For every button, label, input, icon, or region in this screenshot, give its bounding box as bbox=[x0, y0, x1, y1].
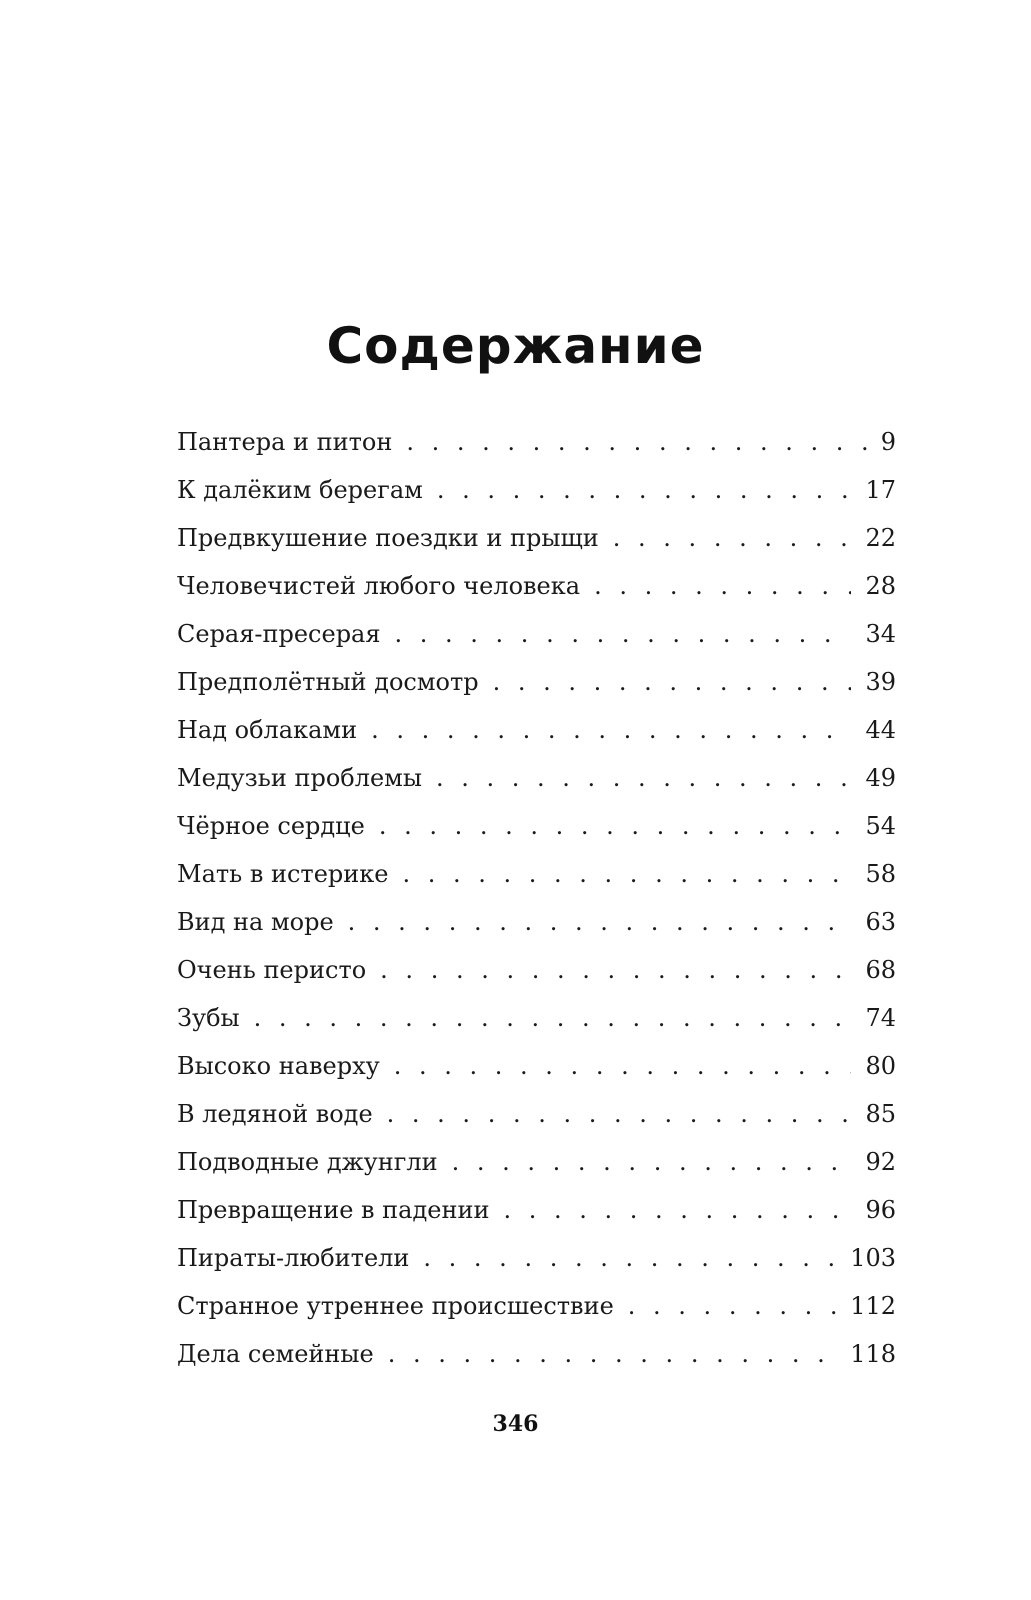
dot-leader bbox=[402, 850, 851, 898]
toc-entry-page-number: 92 bbox=[865, 1148, 896, 1176]
toc-entry-page-number: 63 bbox=[865, 908, 896, 936]
dot-leader bbox=[423, 1234, 836, 1282]
page-number: 346 bbox=[492, 1411, 539, 1437]
toc-entry bbox=[177, 562, 896, 610]
toc-entry-title: Медузьи проблемы bbox=[177, 764, 422, 792]
toc-entry-title: Вид на море bbox=[177, 908, 334, 936]
toc-entry bbox=[177, 1186, 896, 1234]
toc-entry bbox=[177, 514, 896, 562]
dot-leader bbox=[436, 754, 852, 802]
toc-entry bbox=[177, 1330, 896, 1378]
toc-entry-page-number: 34 bbox=[865, 620, 896, 648]
toc-entry bbox=[177, 1042, 896, 1090]
toc-entry bbox=[177, 1282, 896, 1330]
toc-entry-page-number: 17 bbox=[865, 476, 896, 504]
toc-entry-title: Над облаками bbox=[177, 716, 358, 744]
toc-entry-page-number: 112 bbox=[850, 1292, 896, 1320]
toc-entry-title: Пираты-любители bbox=[177, 1244, 410, 1272]
page-title: Содержание bbox=[326, 316, 705, 375]
toc-entry bbox=[177, 706, 896, 754]
toc-entry-title: Пантера и питон bbox=[177, 428, 393, 456]
toc-entry-title: Превращение в падении bbox=[177, 1196, 490, 1224]
dot-leader bbox=[394, 1042, 852, 1090]
toc-entry-page-number: 58 bbox=[865, 860, 896, 888]
dot-leader bbox=[437, 466, 852, 514]
toc-entry bbox=[177, 1090, 896, 1138]
toc-entry bbox=[177, 610, 896, 658]
toc-entry-page-number: 28 bbox=[865, 572, 896, 600]
toc-entry bbox=[177, 466, 896, 514]
toc-entry-page-number: 22 bbox=[865, 524, 896, 552]
toc-entry-title: Странное утреннее происшествие bbox=[177, 1292, 614, 1320]
toc-entry bbox=[177, 898, 896, 946]
toc-entry-page-number: 9 bbox=[880, 428, 896, 456]
toc-entry-page-number: 74 bbox=[865, 1004, 896, 1032]
toc-entry-page-number: 68 bbox=[865, 956, 896, 984]
table-of-contents bbox=[177, 418, 896, 1378]
toc-entry bbox=[177, 802, 896, 850]
dot-leader bbox=[387, 1090, 852, 1138]
toc-entry bbox=[177, 754, 896, 802]
toc-entry-title: Высоко наверху bbox=[177, 1052, 380, 1080]
toc-entry bbox=[177, 946, 896, 994]
toc-entry-page-number: 44 bbox=[865, 716, 896, 744]
toc-entry-title: Мать в истерике bbox=[177, 860, 389, 888]
dot-leader bbox=[613, 514, 852, 562]
toc-entry-title: Зубы bbox=[177, 1004, 240, 1032]
toc-entry-title: Предвкушение поездки и прыщи bbox=[177, 524, 599, 552]
dot-leader bbox=[380, 946, 851, 994]
dot-leader bbox=[452, 1138, 852, 1186]
toc-entry-page-number: 54 bbox=[865, 812, 896, 840]
dot-leader bbox=[493, 658, 852, 706]
toc-entry-title: Подводные джунгли bbox=[177, 1148, 438, 1176]
toc-entry-page-number: 103 bbox=[850, 1244, 896, 1272]
toc-entry-title: В ледяной воде bbox=[177, 1100, 373, 1128]
toc-entry bbox=[177, 418, 896, 466]
dot-leader bbox=[371, 706, 851, 754]
toc-entry bbox=[177, 994, 896, 1042]
toc-entry bbox=[177, 850, 896, 898]
dot-leader bbox=[254, 994, 852, 1042]
toc-entry-page-number: 49 bbox=[865, 764, 896, 792]
dot-leader bbox=[395, 610, 852, 658]
toc-entry-title: Чёрное сердце bbox=[177, 812, 365, 840]
toc-entry-title: Дела семейные bbox=[177, 1340, 374, 1368]
dot-leader bbox=[348, 898, 852, 946]
toc-entry-title: К далёким берегам bbox=[177, 476, 423, 504]
toc-entry-page-number: 96 bbox=[865, 1196, 896, 1224]
toc-entry bbox=[177, 1138, 896, 1186]
toc-entry-page-number: 118 bbox=[850, 1340, 896, 1368]
toc-entry-title: Предполётный досмотр bbox=[177, 668, 479, 696]
toc-entry-title: Серая-пресерая bbox=[177, 620, 381, 648]
toc-entry-title: Человечистей любого человека bbox=[177, 572, 581, 600]
dot-leader bbox=[503, 1186, 851, 1234]
dot-leader bbox=[388, 1330, 836, 1378]
toc-entry-title: Очень перисто bbox=[177, 956, 367, 984]
toc-entry-page-number: 85 bbox=[865, 1100, 896, 1128]
toc-entry bbox=[177, 658, 896, 706]
dot-leader bbox=[406, 418, 866, 466]
dot-leader bbox=[628, 1282, 836, 1330]
toc-entry bbox=[177, 1234, 896, 1282]
toc-entry-page-number: 80 bbox=[865, 1052, 896, 1080]
toc-entry-page-number: 39 bbox=[865, 668, 896, 696]
dot-leader bbox=[594, 562, 851, 610]
dot-leader bbox=[379, 802, 852, 850]
